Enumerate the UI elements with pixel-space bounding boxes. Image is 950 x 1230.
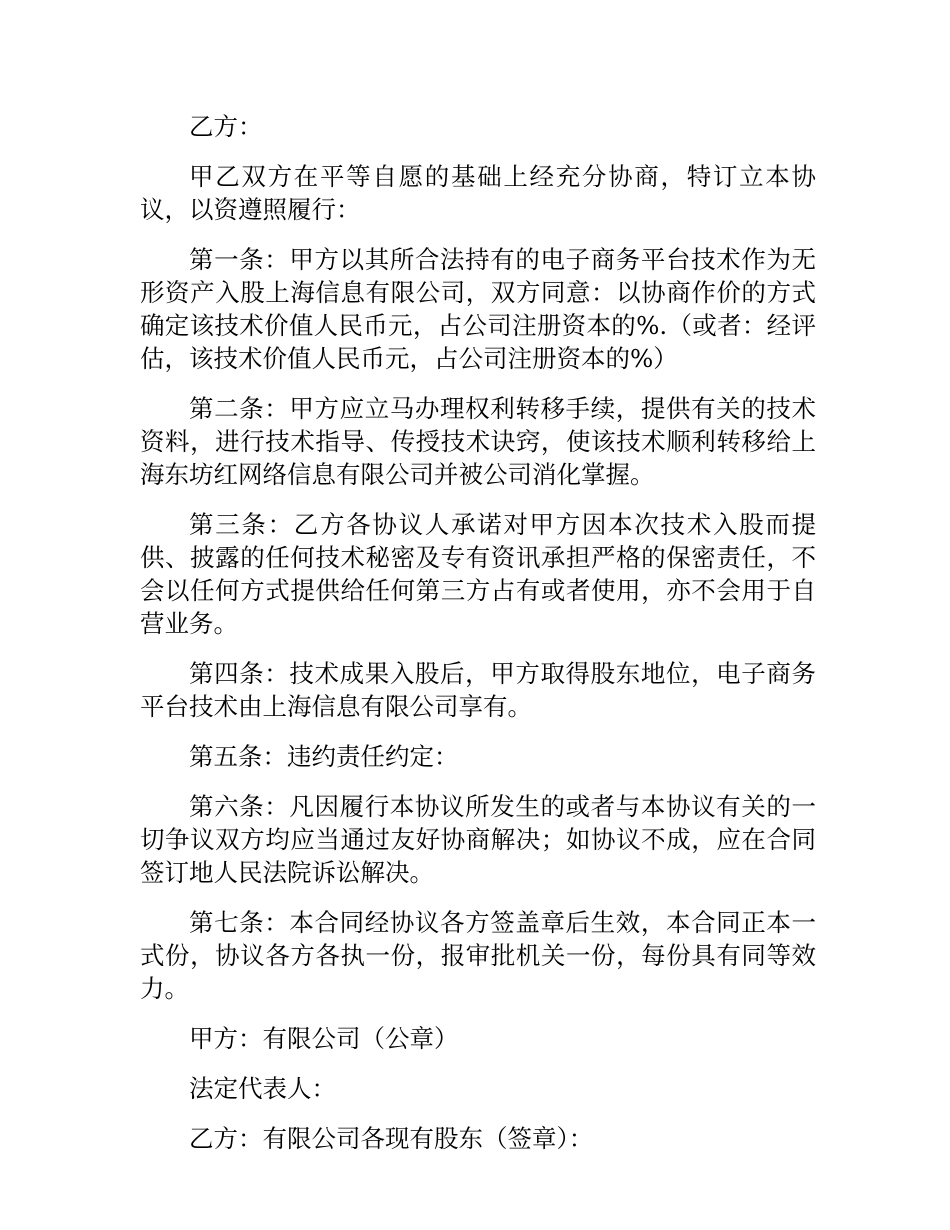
article-4-paragraph: 第四条：技术成果入股后，甲方取得股东地位，电子商务平台技术由上海信息有限公司享有。: [140, 659, 816, 721]
article-7-paragraph: 第七条：本合同经协议各方签盖章后生效，本合同正本一式份，协议各方各执一份，报审批机关一份，每份具有同等效力。: [140, 908, 816, 1003]
article-1-paragraph: 第一条：甲方以其所合法持有的电子商务平台技术作为无形资产入股上海信息有限公司，双方同意：以协商作价的方式确定该技术价值人民币元，占公司注册资本的%.（或者：经评估，该技术价值人民币元，占公司注册资本的%）: [140, 245, 816, 373]
party-b-heading: 乙方：: [189, 112, 263, 141]
preamble-paragraph: 甲乙双方在平等自愿的基础上经充分协商，特订立本协议，以资遵照履行：: [140, 162, 816, 224]
party-b-signature-line: 乙方：有限公司各现有股东（签章）：: [189, 1124, 594, 1153]
article-6-paragraph: 第六条：凡因履行本协议所发生的或者与本协议有关的一切争议双方均应当通过友好协商解决；如协议不成，应在合同签订地人民法院诉讼解决。: [140, 792, 816, 887]
article-3-paragraph: 第三条：乙方各协议人承诺对甲方因本次技术入股而提供、披露的任何技术秘密及专有资讯承担严格的保密责任，不会以任何方式提供给任何第三方占有或者使用，亦不会用于自营业务。: [140, 510, 816, 638]
article-5-paragraph: 第五条：违约责任约定：: [189, 742, 459, 771]
document-page: [140, 110, 816, 1172]
legal-representative-line: 法定代表人：: [189, 1074, 336, 1103]
article-2-paragraph: 第二条：甲方应立马办理权利转移手续，提供有关的技术资料，进行技术指导、传授技术诀窍，使该技术顺利转移给上海东坊红网络信息有限公司并被公司消化掌握。: [140, 394, 816, 489]
party-a-signature-line: 甲方：有限公司（公章）: [189, 1024, 459, 1053]
